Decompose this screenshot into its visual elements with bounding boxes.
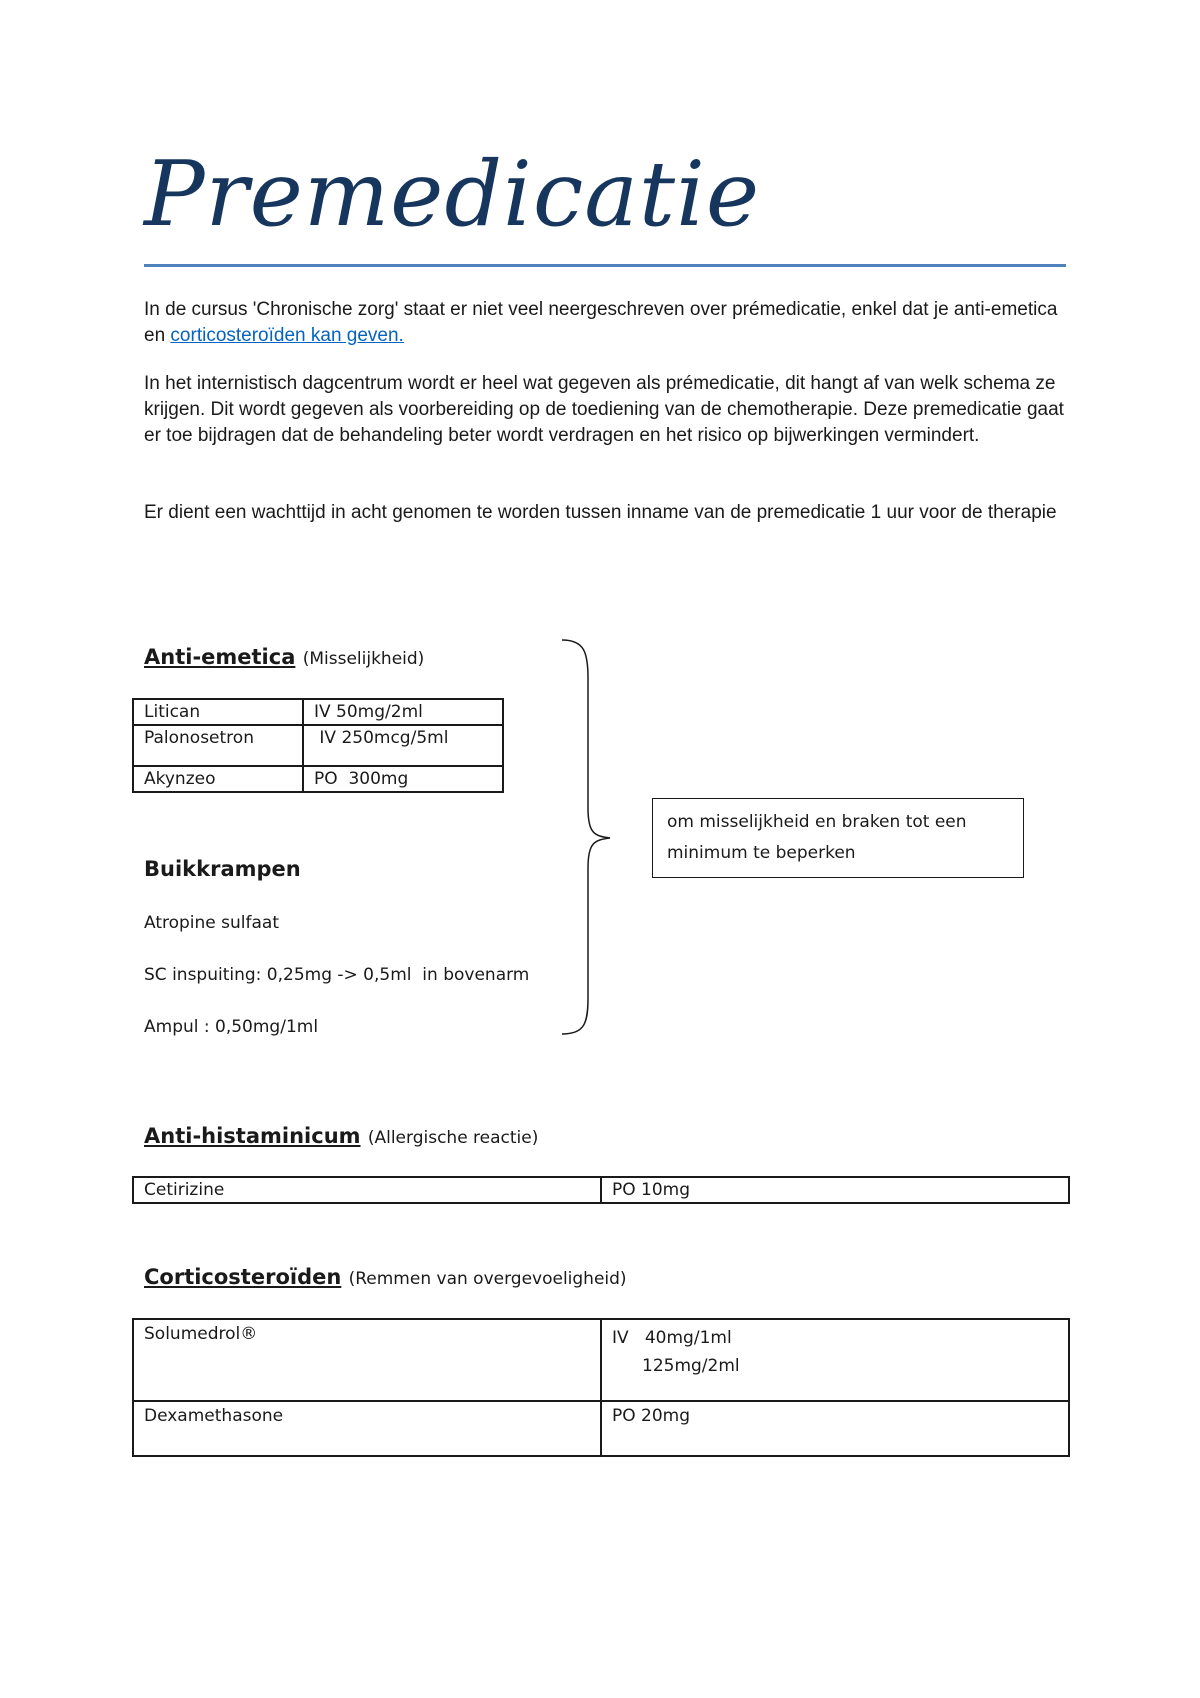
drug-name-cell: Palonosetron xyxy=(133,725,303,766)
corticosteroiden-heading xyxy=(144,1265,627,1289)
drug-name-cell: Akynzeo xyxy=(133,766,303,792)
anti-histaminicum-title: Anti-histaminicum xyxy=(144,1124,361,1148)
table-row xyxy=(133,699,503,725)
table-row xyxy=(133,1401,1069,1456)
drug-name-cell: Dexamethasone xyxy=(133,1401,601,1456)
dose-line: IV 40mg/1ml xyxy=(612,1328,732,1348)
anti-histaminicum-subtitle: (Allergische reactie) xyxy=(367,1128,539,1148)
corticosteroiden-table xyxy=(132,1318,1070,1457)
drug-name-cell: Solumedrol® xyxy=(133,1319,601,1401)
page-title: Premedicatie xyxy=(144,142,761,247)
drug-dose-cell: IV 250mcg/5ml xyxy=(303,725,503,766)
note-box: om misselijkheid en braken tot een minimum te beperken xyxy=(652,798,1024,878)
anti-emetica-table xyxy=(132,698,504,793)
buikkrampen-ampul: Ampul : 0,50mg/1ml xyxy=(144,1017,319,1037)
buikkrampen-heading: Buikkrampen xyxy=(144,857,301,881)
drug-name-cell: Cetirizine xyxy=(133,1177,601,1203)
corticosteroiden-title: Corticosteroïden xyxy=(144,1265,342,1289)
table-row xyxy=(133,1319,1069,1401)
drug-dose-cell xyxy=(601,1319,1069,1401)
anti-emetica-title: Anti-emetica xyxy=(144,645,296,669)
buikkrampen-drug: Atropine sulfaat xyxy=(144,913,280,933)
curly-brace xyxy=(560,638,620,1038)
intro-paragraph-3: Er dient een wachttijd in acht genomen te worden tussen inname van de premedicatie 1 uur voor de therapie xyxy=(144,502,1057,523)
table-row xyxy=(133,725,503,766)
intro-paragraph-2: In het internistisch dagcentrum wordt er heel wat gegeven als prémedicatie, dit hangt af van welk schema ze krijgen. Dit wordt gegeven als voorbereiding op de toediening van de chemotherapie. Deze premedicatie gaat er toe bijdragen dat de behandeling beter wordt verdragen en het risico op bijwerkingen vermindert. xyxy=(144,373,1064,446)
buikkrampen-injection: SC inspuiting: 0,25mg -> 0,5ml in bovenarm xyxy=(144,965,530,985)
corticosteroiden-link[interactable]: corticosteroïden kan geven. xyxy=(170,325,404,346)
anti-emetica-heading xyxy=(144,645,424,669)
drug-dose-cell: PO 20mg xyxy=(601,1401,1069,1456)
corticosteroiden-subtitle: (Remmen van overgevoeligheid) xyxy=(348,1269,627,1289)
dose-line: 125mg/2ml xyxy=(642,1356,740,1376)
drug-dose-cell: IV 50mg/2ml xyxy=(303,699,503,725)
table-row xyxy=(133,1177,1069,1203)
table-row xyxy=(133,766,503,792)
anti-histaminicum-table xyxy=(132,1176,1070,1204)
intro-paragraph-1 xyxy=(144,297,1074,349)
anti-emetica-subtitle: (Misselijkheid) xyxy=(302,649,425,669)
anti-histaminicum-heading xyxy=(144,1124,538,1148)
title-underline xyxy=(144,264,1066,267)
drug-dose-cell: PO 10mg xyxy=(601,1177,1069,1203)
drug-name-cell: Litican xyxy=(133,699,303,725)
drug-dose-cell: PO 300mg xyxy=(303,766,503,792)
intro-text-1: In de cursus 'Chronische zorg' staat er niet veel neergeschreven over prémedicatie, enkel dat je anti-emetica en xyxy=(144,299,1058,346)
